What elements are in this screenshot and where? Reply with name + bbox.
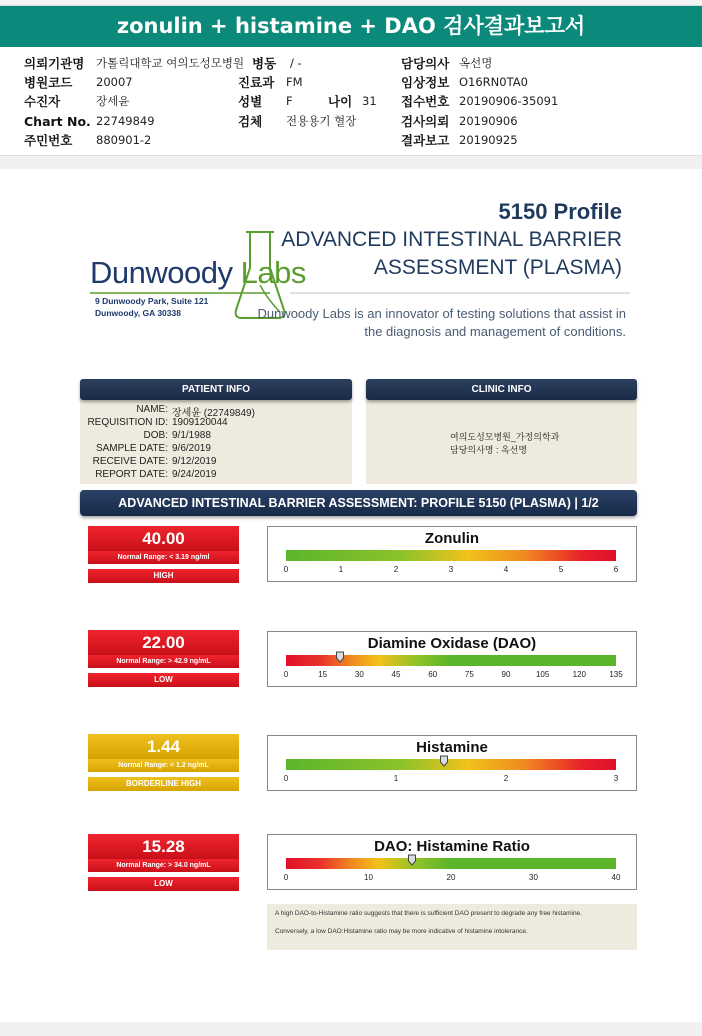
gauge-tick-label: 30 — [529, 873, 538, 882]
clinic-info-heading: CLINIC INFO — [366, 379, 637, 400]
gauge-tick-label: 30 — [354, 670, 364, 679]
gauge-tick-label: 75 — [464, 670, 474, 679]
patient-value: 9/12/2019 — [172, 456, 217, 467]
gauge-tick-label: 45 — [391, 670, 401, 679]
header-label: 수진자 — [24, 94, 61, 109]
dunwoody-labs-logo — [90, 255, 306, 291]
gauge-title: Zonulin — [424, 530, 480, 547]
ratio-note — [267, 904, 637, 950]
report-title-bar: zonulin + histamine + DAO 검사결과보고서 — [0, 6, 702, 47]
header-label: Chart No. — [24, 114, 91, 129]
tagline-line2: the diagnosis and management of conditions. — [364, 324, 626, 339]
header-value: O16RN0TA0 — [459, 75, 528, 89]
gauge-tick-label: 1 — [338, 565, 344, 574]
gauge-tick-label: 0 — [283, 565, 289, 574]
header-value: 880901-2 — [96, 133, 152, 147]
section-heading: ADVANCED INTESTINAL BARRIER ASSESSMENT: PROFILE 5150 (PLASMA) | 1/2 — [80, 490, 637, 516]
result-gauge — [267, 834, 637, 890]
patient-key: REQUISITION ID: — [87, 417, 168, 428]
patient-value: 9/6/2019 — [172, 443, 211, 454]
header-label: 진료과 — [238, 75, 275, 90]
result-value: 40.00 — [88, 526, 239, 551]
note-line2: Conversely, a low DAO:Histamine ratio may be more indicative of histamine intolerance. — [275, 928, 528, 935]
header-label: 검사의뢰 — [401, 114, 450, 129]
gauge-tick-label: 20 — [446, 873, 456, 882]
lab-address-line2: Dunwoody, GA 30338 — [95, 308, 181, 318]
result-value: 15.28 — [88, 834, 239, 859]
result-flag: HIGH — [88, 569, 239, 583]
header-label: 의뢰기관명 — [24, 56, 85, 71]
gauge-tick-label: 3 — [448, 565, 454, 574]
gauge-tick-label: 10 — [364, 873, 373, 882]
header-label: 주민번호 — [24, 133, 73, 148]
header-label: 병동 — [252, 56, 277, 71]
lab-address-line1: 9 Dunwoody Park, Suite 121 — [95, 296, 209, 306]
result-value: 22.00 — [88, 630, 239, 655]
header-value: 옥선명 — [459, 56, 493, 70]
gauge-tick-label: 40 — [611, 873, 621, 882]
patient-key: REPORT DATE: — [95, 469, 168, 480]
gauge-tick-label: 15 — [318, 670, 328, 679]
header-value: FM — [286, 75, 303, 89]
gauge-tick-label: 3 — [613, 774, 619, 783]
header-value: 22749849 — [96, 114, 155, 128]
header-value: 20190906 — [459, 114, 518, 128]
header-value: / - — [290, 56, 302, 70]
header-label: 검체 — [238, 114, 263, 129]
patient-key: NAME: — [136, 404, 168, 415]
header-label: 접수번호 — [401, 94, 450, 109]
clinic-doctor: 담당의사명 : 옥선명 — [450, 445, 528, 455]
gauge-tick-label: 0 — [283, 670, 289, 679]
header-value: 20190906-35091 — [459, 94, 559, 108]
header-label: 성별 — [238, 94, 263, 109]
header-label: 병원코드 — [24, 75, 73, 90]
patient-key: SAMPLE DATE: — [95, 443, 168, 454]
gauge-tick-label: 1 — [393, 774, 399, 783]
gauge-title: DAO: Histamine Ratio — [374, 838, 530, 855]
gauge-marker-icon — [408, 854, 417, 866]
gauge-tick-label: 6 — [613, 565, 619, 574]
result-gauge — [267, 526, 637, 582]
header-label: 나이 — [328, 94, 353, 109]
gauge-bar — [286, 550, 616, 561]
normal-range: Normal Range: > 42.9 ng/mL — [88, 655, 239, 668]
header-value: 31 — [362, 94, 377, 108]
gauge-marker-icon — [440, 755, 449, 767]
header-value: 전용용기 혈장 — [286, 114, 357, 128]
result-flag: LOW — [88, 673, 239, 687]
patient-value: 9/24/2019 — [172, 469, 217, 480]
result-gauge — [267, 631, 637, 687]
header-value: 20007 — [96, 75, 133, 89]
patient-key: DOB: — [143, 430, 168, 441]
header-label: 결과보고 — [401, 133, 450, 148]
logo-text-labs: Labs — [240, 255, 306, 290]
normal-range: Normal Range: < 1.2 ng/mL — [88, 759, 239, 772]
gauge-bar — [286, 858, 616, 869]
patient-value: 1909120044 — [172, 417, 228, 428]
gauge-tick-label: 135 — [609, 670, 623, 679]
gauge-tick-label: 105 — [535, 670, 550, 679]
patient-value: 9/1/1988 — [172, 430, 211, 441]
header-info — [0, 54, 702, 154]
gauge-title: Histamine — [416, 739, 488, 756]
normal-range: Normal Range: > 34.0 ng/mL — [88, 859, 239, 872]
page-bottom-separator — [0, 1022, 702, 1036]
report-title-line2: ASSESSMENT (PLASMA) — [373, 256, 622, 279]
gauge-tick-label: 2 — [503, 774, 509, 783]
result-value: 1.44 — [88, 734, 239, 759]
tagline-line1: Dunwoody Labs is an innovator of testing solutions that assist in — [257, 306, 626, 321]
note-line1: A high DAO-to-Histamine ratio suggests that there is sufficient DAO present to degrade any free histamine. — [275, 910, 582, 917]
patient-key: RECEIVE DATE: — [92, 456, 168, 467]
result-flag: BORDERLINE HIGH — [88, 777, 239, 791]
gauge-tick-label: 0 — [283, 873, 289, 882]
page-separator — [0, 155, 702, 169]
gauge-tick-label: 0 — [283, 774, 289, 783]
patient-info-heading: PATIENT INFO — [80, 379, 352, 400]
logo-text-main: Dunwoody — [90, 255, 241, 290]
gauge-tick-label: 5 — [558, 565, 564, 574]
gauge-tick-label: 2 — [393, 565, 399, 574]
result-gauge — [267, 735, 637, 791]
result-flag: LOW — [88, 877, 239, 891]
header-label: 담당의사 — [401, 56, 450, 71]
normal-range: Normal Range: < 3.19 ng/ml — [88, 551, 239, 564]
gauge-marker-icon — [335, 651, 344, 663]
clinic-name: 여의도성모병원_가정의학과 — [450, 432, 560, 442]
patient-value: 장세윤 (22749849) — [172, 408, 255, 419]
gauge-bar — [286, 759, 616, 770]
header-label: 임상정보 — [401, 75, 450, 90]
gauge-tick-label: 120 — [572, 670, 587, 679]
gauge-tick-label: 90 — [501, 670, 511, 679]
report-title-line1: ADVANCED INTESTINAL BARRIER — [281, 228, 622, 251]
header-value: 가톨릭대학교 여의도성모병원 — [96, 56, 245, 70]
gauge-tick-label: 4 — [503, 565, 509, 574]
header-value: 20190925 — [459, 133, 518, 147]
gauge-title: Diamine Oxidase (DAO) — [367, 635, 537, 652]
profile-title: 5150 Profile — [498, 199, 622, 224]
header-value: F — [286, 94, 293, 108]
gauge-tick-label: 60 — [428, 670, 438, 679]
patient-info-rows — [80, 404, 352, 482]
header-value: 장세윤 — [96, 94, 130, 108]
